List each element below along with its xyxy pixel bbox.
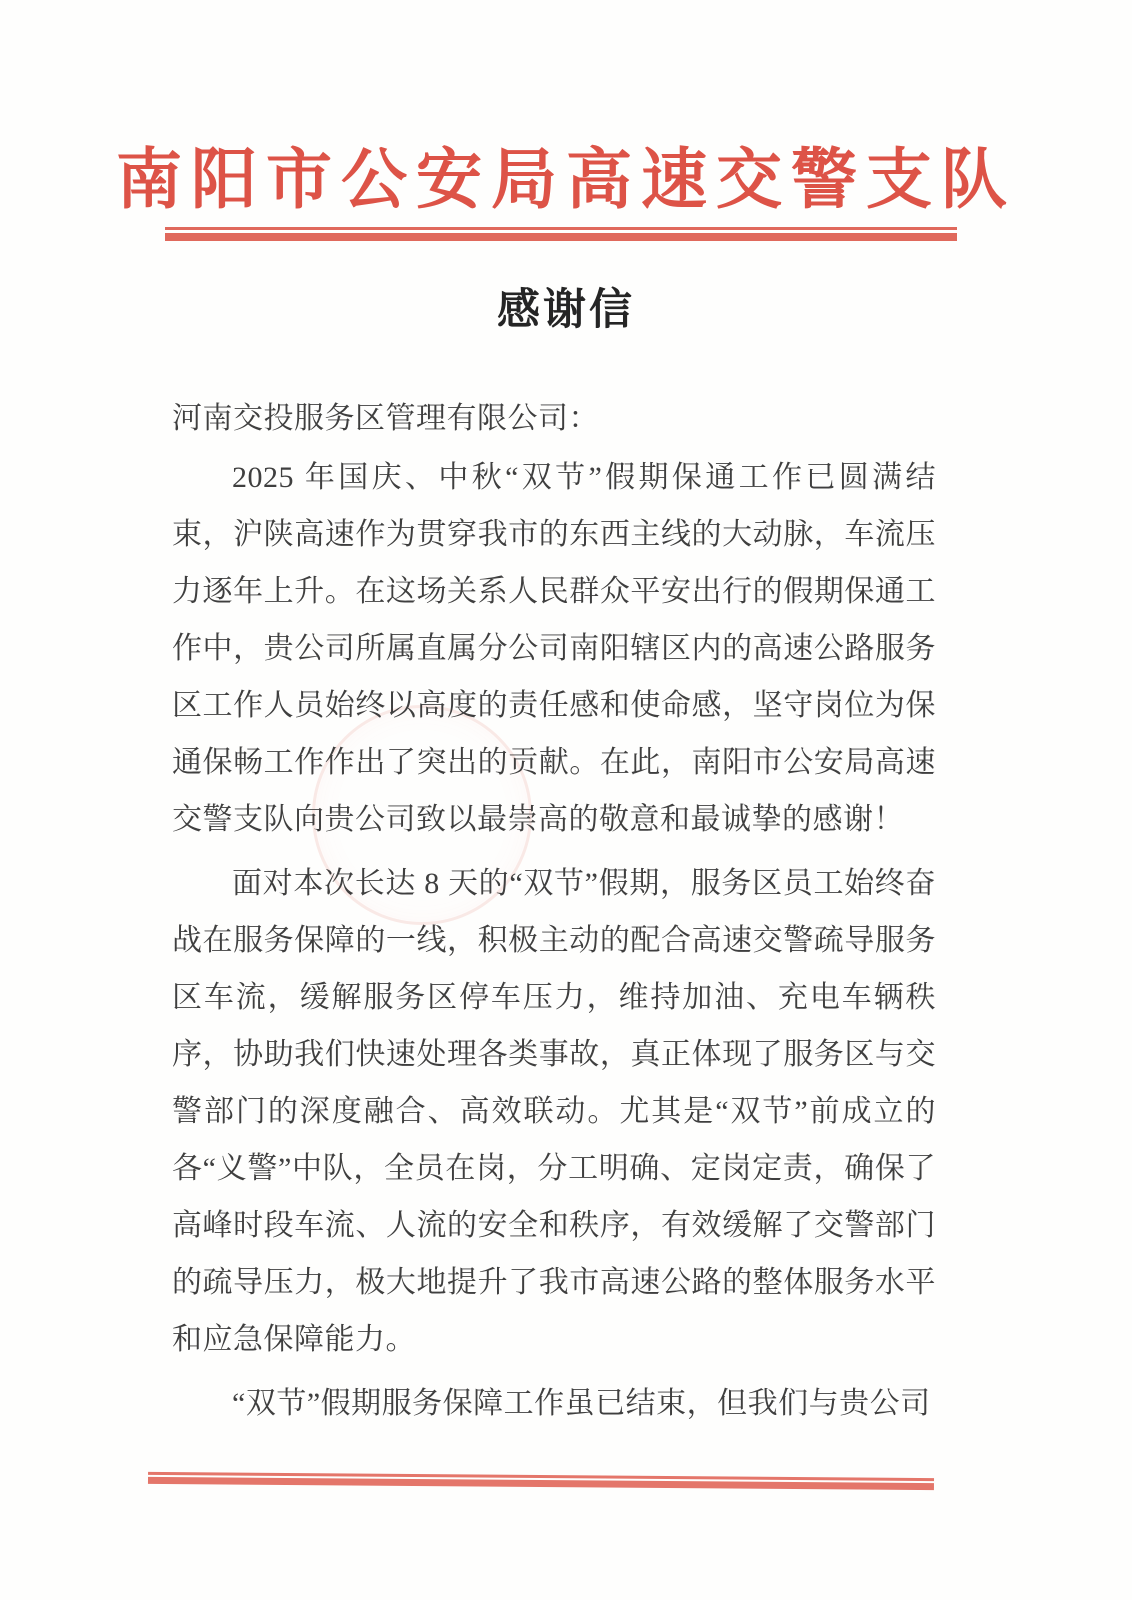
letterhead-rule-thin (165, 227, 957, 230)
salutation: 河南交投服务区管理有限公司： (172, 402, 599, 435)
letterhead-rule (165, 227, 957, 241)
footer-rule (148, 1472, 934, 1490)
letterhead-rule-thick (165, 233, 957, 241)
letter-body (172, 390, 936, 1439)
letterhead-title: 南阳市公安局高速交警支队 (116, 144, 1016, 217)
paragraph-3: “双节”假期服务保障工作虽已结束，但我们与贵公司 (232, 1387, 931, 1420)
paragraph-2: 面对本次长达 8 天的“双节”假期，服务区员工始终奋战在服务保障的一线，积极主动的配合高速交警疏导服务区车流，缓解服务区停车压力，维持加油、充电车辆秩序，协助我们快速处理各类事故，真正体现了服务区与交警部门的深度融合、高效联动。尤其是“双节”前成立的各“义警”中队，全员在岗，分工明确、定岗定责，确保了高峰时段车流、人流的安全和秩序，有效缓解了交警部门的疏导压力，极大地提升了我市高速公路的整体服务水平和应急保障能力。 (172, 867, 936, 1356)
document-title: 感谢信 (497, 287, 635, 334)
paragraph-1: 2025 年国庆、中秋“双节”假期保通工作已圆满结束，沪陕高速作为贯穿我市的东西主线的大动脉，车流压力逐年上升。在这场关系人民群众平安出行的假期保通工作中，贵公司所属直属分公司南阳辖区内的高速公路服务区工作人员始终以高度的责任感和使命感，坚守岗位为保通保畅工作作出了突出的贡献。在此，南阳市公安局高速交警支队向贵公司致以最崇高的敬意和最诚挚的感谢！ (172, 461, 936, 836)
